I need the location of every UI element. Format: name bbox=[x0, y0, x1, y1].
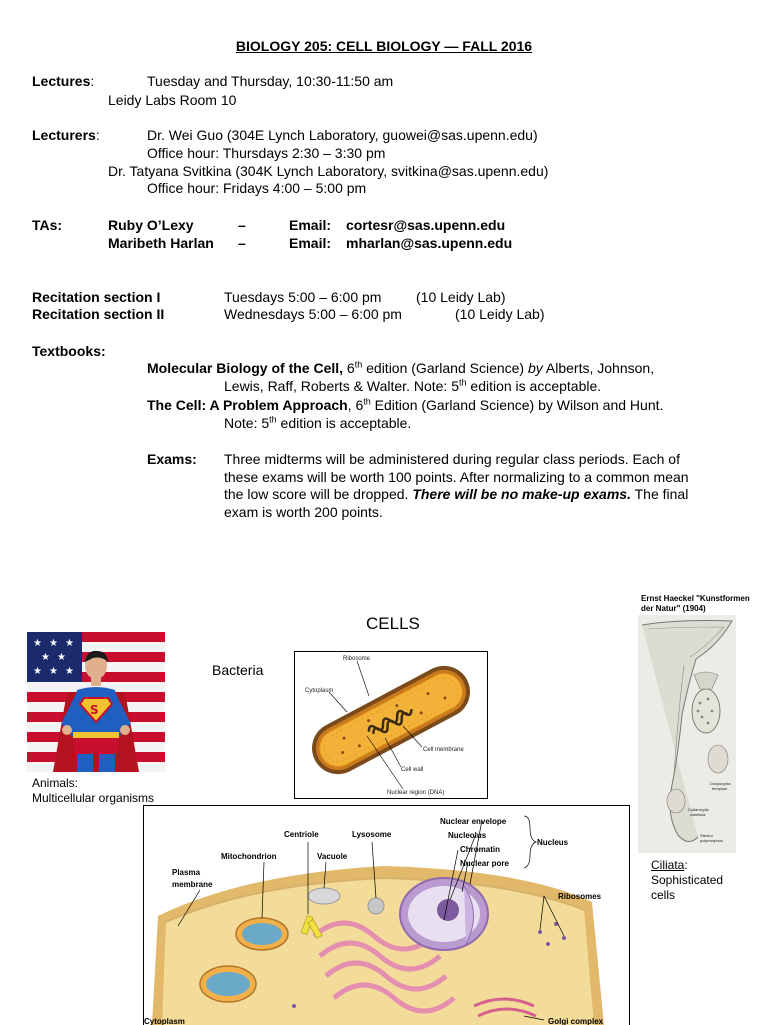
recitation-time: Tuesdays 5:00 – 6:00 pm bbox=[224, 289, 382, 305]
label-chromatin: Chromatin bbox=[460, 845, 500, 854]
animal-cell-diagram bbox=[143, 805, 630, 1025]
exams-line: Three midterms will be administered during regular class periods. Each of bbox=[224, 451, 680, 467]
label-cytoplasm: Cytoplasm bbox=[305, 688, 334, 694]
textbook-1-line-1: Molecular Biology of the Cell, 6th edition (Garland Science) by Alberts, Johnson, bbox=[147, 359, 655, 376]
label-nuclear-envelope: Nuclear envelope bbox=[440, 817, 507, 826]
ciliata-caption: Ciliata: Sophisticated cells bbox=[651, 858, 724, 902]
label-ribosomes: Ribosomes bbox=[558, 892, 602, 901]
cells-heading: CELLS bbox=[366, 614, 420, 633]
ta-email[interactable]: mharlan@sas.upenn.edu bbox=[346, 235, 513, 251]
exams-label: Exams: bbox=[147, 451, 197, 467]
svg-text:★: ★ bbox=[57, 652, 66, 663]
svg-text:★: ★ bbox=[65, 638, 74, 649]
ta-dash: – bbox=[238, 217, 246, 233]
haeckel-caption: Ernst Haeckel "Kunstformen der Natur" (1904) bbox=[641, 594, 750, 613]
office-hour-guo: Office hour: Thursdays 2:30 – 3:30 pm bbox=[147, 145, 386, 161]
label-ribosome: Ribosome bbox=[343, 656, 371, 662]
ta-email-label: Email: bbox=[289, 235, 332, 251]
ciliata-drawing bbox=[638, 615, 736, 853]
bacteria-label: Bacteria bbox=[212, 662, 264, 678]
lectures-time: Tuesday and Thursday, 10:30-11:50 am bbox=[147, 73, 394, 89]
textbook-2-line-2: Note: 5th edition is acceptable. bbox=[224, 414, 412, 431]
ta-name: Maribeth Harlan bbox=[108, 235, 214, 251]
exams-line: exam is worth 200 points. bbox=[224, 504, 383, 520]
recitation-place: (10 Leidy Lab) bbox=[455, 306, 545, 322]
svg-text:tempium: tempium bbox=[712, 786, 728, 791]
label-plasma-membrane: membrane bbox=[172, 880, 213, 889]
svg-text:polymorphus: polymorphus bbox=[700, 838, 723, 843]
label-vacuole: Vacuole bbox=[317, 852, 348, 861]
svg-text:★: ★ bbox=[33, 666, 42, 677]
recitation-label: Recitation section II bbox=[32, 306, 165, 322]
ta-email[interactable]: cortesr@sas.upenn.edu bbox=[346, 217, 506, 233]
svg-text:★: ★ bbox=[49, 638, 58, 649]
ta-name: Ruby O’Lexy bbox=[108, 217, 194, 233]
label-cell-wall: Cell wall bbox=[401, 767, 424, 773]
exams-line: these exams will be worth 100 points. After normalizing to a common mean bbox=[224, 469, 689, 485]
ta-email-label: Email: bbox=[289, 217, 332, 233]
lecturers-label: Lecturers: bbox=[32, 127, 100, 143]
textbooks-label: Textbooks: bbox=[32, 343, 106, 359]
label-mitochondrion: Mitochondrion bbox=[221, 852, 277, 861]
svg-text:★: ★ bbox=[49, 666, 58, 677]
svg-text:Dictyocysta: Dictyocysta bbox=[710, 781, 731, 786]
label-nuclear-region: Nuclear region (DNA) bbox=[387, 790, 445, 796]
textbook-1-line-2: Lewis, Raff, Roberts & Walter. Note: 5th edition is acceptable. bbox=[224, 377, 602, 394]
recitation-place: (10 Leidy Lab) bbox=[416, 289, 506, 305]
label-nucleolus: Nucleolus bbox=[448, 831, 487, 840]
svg-text:Cyttarocylis: Cyttarocylis bbox=[688, 807, 709, 812]
label-cytoplasm: Cytoplasm bbox=[144, 1017, 185, 1025]
animals-caption: Animals: Multicellular organisms bbox=[32, 776, 155, 805]
label-golgi-complex: Golgi complex bbox=[548, 1017, 604, 1025]
document-title: BIOLOGY 205: CELL BIOLOGY — FALL 2016 bbox=[235, 38, 533, 54]
label-nucleus: Nucleus bbox=[537, 838, 569, 847]
svg-text:★: ★ bbox=[33, 638, 42, 649]
label-plasma-membrane: Plasma bbox=[172, 868, 201, 877]
lecturer-svitkina: Dr. Tatyana Svitkina (304K Lynch Laboratory, svitkina@sas.upenn.edu) bbox=[108, 163, 549, 179]
office-hour-svitkina: Office hour: Fridays 4:00 – 5:00 pm bbox=[147, 180, 367, 196]
recitation-label: Recitation section I bbox=[32, 289, 161, 305]
svg-text:★: ★ bbox=[65, 666, 74, 677]
animal-photo bbox=[27, 632, 165, 772]
lecturer-guo: Dr. Wei Guo (304E Lynch Laboratory, guowei@sas.upenn.edu) bbox=[147, 127, 538, 143]
label-nuclear-pore: Nuclear pore bbox=[460, 859, 509, 868]
textbook-2-line-1: The Cell: A Problem Approach, 6th Edition (Garland Science) by Wilson and Hunt. bbox=[147, 396, 664, 413]
bacteria-diagram bbox=[294, 651, 488, 799]
svg-text:cistellula: cistellula bbox=[690, 812, 706, 817]
svg-text:★: ★ bbox=[41, 652, 50, 663]
label-centriole: Centriole bbox=[284, 830, 319, 839]
recitation-time: Wednesdays 5:00 – 6:00 pm bbox=[224, 306, 402, 322]
svg-text:Stentor: Stentor bbox=[700, 833, 713, 838]
exams-line: the low score will be dropped. There will be no make-up exams. The final bbox=[224, 486, 689, 502]
ta-dash: – bbox=[238, 235, 246, 251]
tas-label: TAs: bbox=[32, 217, 63, 233]
lectures-label: Lectures: bbox=[32, 73, 95, 89]
label-cell-membrane: Cell membrane bbox=[423, 747, 464, 753]
label-lysosome: Lysosome bbox=[352, 830, 392, 839]
svg-text:S: S bbox=[90, 703, 99, 717]
lectures-room: Leidy Labs Room 10 bbox=[108, 92, 237, 108]
